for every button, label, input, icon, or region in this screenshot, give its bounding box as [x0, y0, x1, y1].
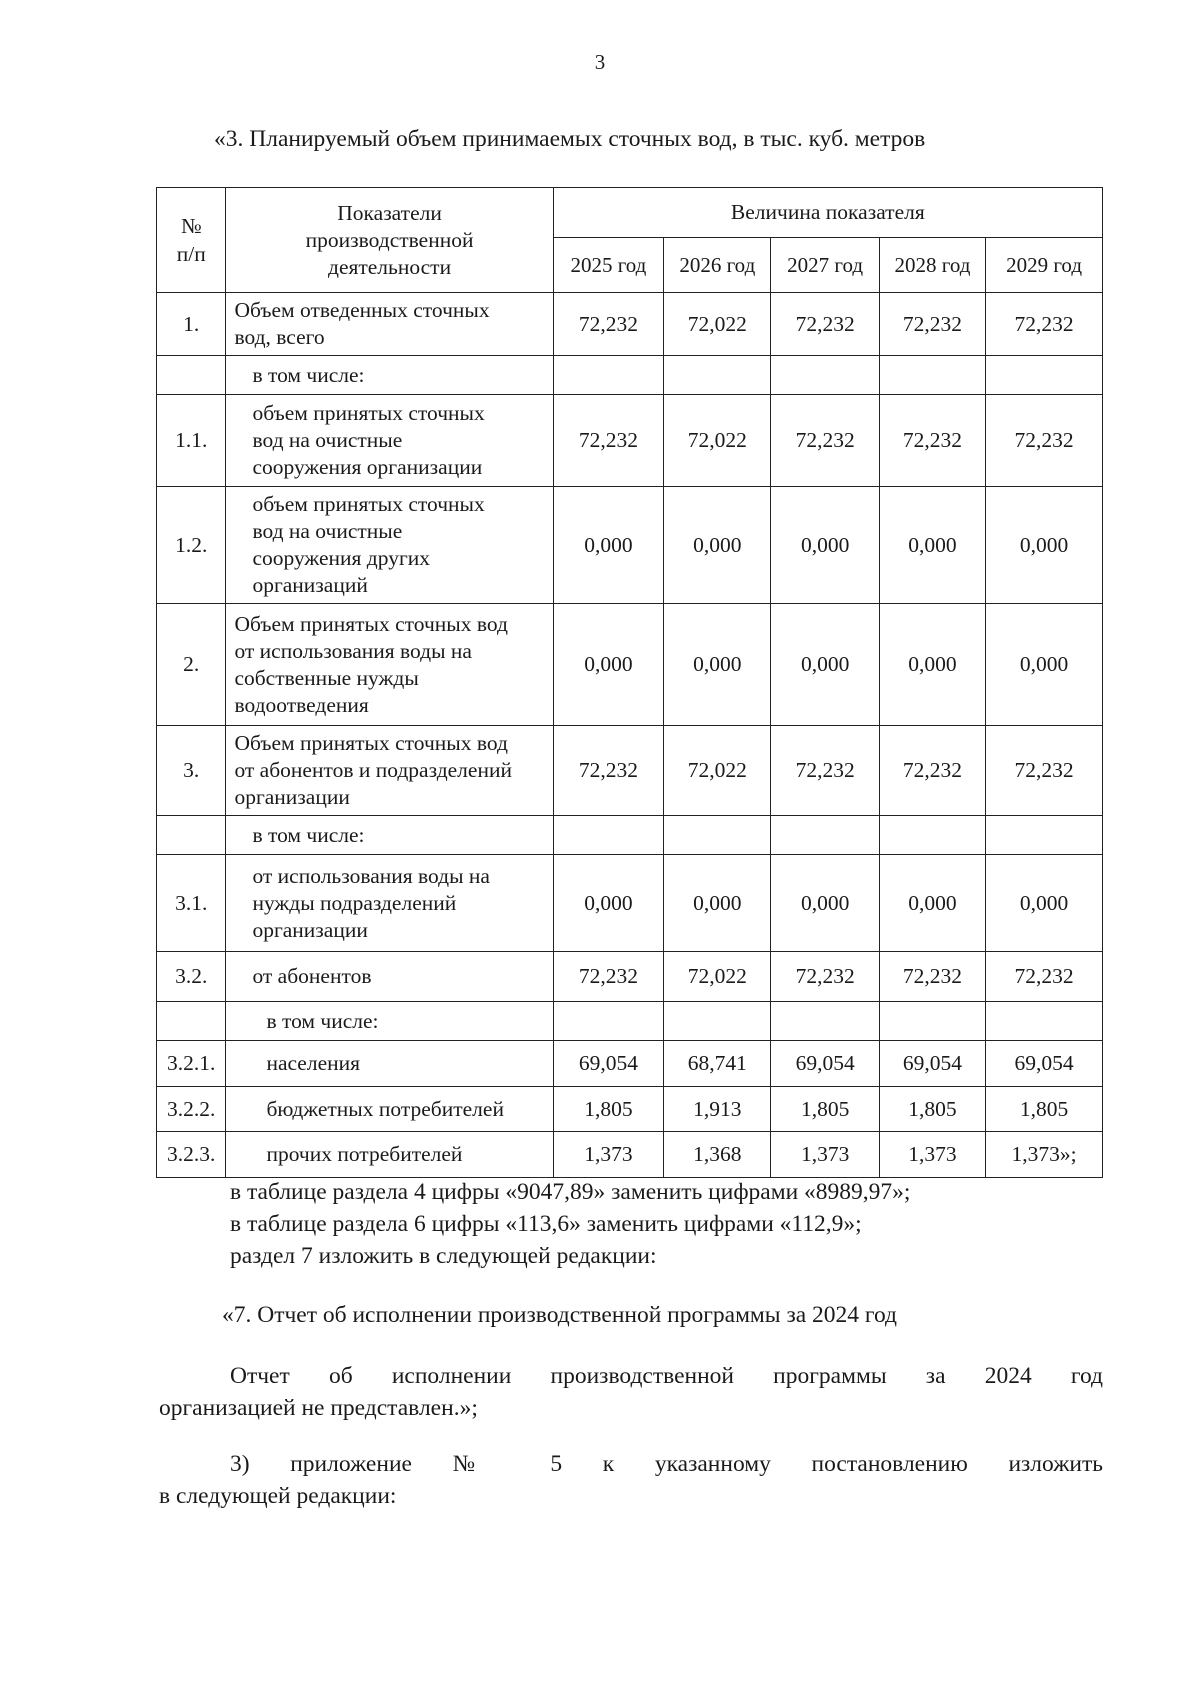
row-label: [226, 395, 553, 487]
section7-body-line-1: Отчет об исполнении производственной программы за 2024 год: [230, 1363, 1103, 1389]
value-cell: 68,741: [664, 1041, 771, 1087]
table-row: [157, 816, 1103, 855]
table-row: [157, 1002, 1103, 1041]
value-cell: [771, 816, 879, 855]
row-label-text: в том числе:: [266, 1008, 379, 1033]
value-cell: 0,000: [664, 604, 771, 726]
row-label-text: от использования воды на нужды подразделений организации: [252, 863, 490, 942]
value-cell: 0,000: [879, 604, 985, 726]
value-cell: 1,373: [879, 1132, 985, 1178]
value-cell: [664, 1002, 771, 1041]
value-cell: 0,000: [986, 487, 1103, 604]
table-row: [157, 395, 1103, 487]
table-row: [157, 604, 1103, 726]
row-number: 1.2.: [157, 487, 226, 604]
value-cell: [771, 356, 879, 395]
value-cell: 72,232: [553, 726, 663, 816]
value-cell: 72,022: [664, 952, 771, 1002]
value-cell: 1,805: [771, 1087, 879, 1132]
table-row: [157, 487, 1103, 604]
row-label: [226, 293, 553, 356]
value-cell: 0,000: [664, 487, 771, 604]
value-cell: 72,232: [771, 395, 879, 487]
table-row: [157, 1041, 1103, 1087]
row-number: [157, 1002, 226, 1041]
table-row: [157, 1087, 1103, 1132]
row-number: 3.: [157, 726, 226, 816]
value-cell: 72,232: [771, 293, 879, 356]
value-cell: 1,805: [879, 1087, 985, 1132]
value-cell: 1,373: [553, 1132, 663, 1178]
value-cell: 0,000: [771, 855, 879, 952]
row-number: 3.1.: [157, 855, 226, 952]
value-cell: 72,232: [553, 395, 663, 487]
table-row: [157, 855, 1103, 952]
item3-line-1: 3) приложение № 5 к указанному постановлению изложить: [230, 1451, 1103, 1477]
header-year: 2027 год: [771, 238, 879, 293]
value-cell: 0,000: [771, 604, 879, 726]
row-label-text: объем принятых сточных вод на очистные сооружения других организаций: [252, 492, 485, 597]
value-cell: [553, 356, 663, 395]
row-number: 1.1.: [157, 395, 226, 487]
value-cell: [986, 816, 1103, 855]
amendment-line-2: в таблице раздела 6 цифры «113,6» заменить цифрами «112,9»;: [230, 1211, 862, 1237]
row-number: 1.: [157, 293, 226, 356]
value-cell: [879, 356, 985, 395]
table-row: [157, 1132, 1103, 1178]
item3: [159, 1448, 1103, 1512]
table-row: [157, 356, 1103, 395]
value-cell: 72,232: [879, 293, 985, 356]
value-cell: 72,022: [664, 726, 771, 816]
header-indicator-label: Показатели производственной деятельности: [305, 200, 474, 279]
value-cell: 72,232: [879, 726, 985, 816]
header-year: 2029 год: [986, 238, 1103, 293]
amendment-line-3: раздел 7 изложить в следующей редакции:: [230, 1243, 657, 1269]
table-row: [157, 293, 1103, 356]
header-year: 2028 год: [879, 238, 985, 293]
row-label: [226, 356, 553, 395]
value-cell: 72,232: [986, 293, 1103, 356]
section7-title: «7. Отчет об исполнении производственной программы за 2024 год: [222, 1302, 898, 1328]
value-cell: 0,000: [879, 487, 985, 604]
value-cell: [986, 356, 1103, 395]
row-number: 3.2.3.: [157, 1132, 226, 1178]
value-cell: 72,232: [986, 395, 1103, 487]
value-cell: 1,368: [664, 1132, 771, 1178]
row-label: [226, 604, 553, 726]
value-cell: 72,232: [879, 395, 985, 487]
value-cell: 72,232: [771, 952, 879, 1002]
value-cell: 0,000: [553, 855, 663, 952]
value-cell: 72,232: [986, 952, 1103, 1002]
header-value-group: Величина показателя: [553, 188, 1102, 238]
value-cell: 72,232: [879, 952, 985, 1002]
row-label-text: бюджетных потребителей: [266, 1096, 504, 1121]
row-label: [226, 1132, 553, 1178]
header-year: 2025 год: [553, 238, 663, 293]
value-cell: 69,054: [553, 1041, 663, 1087]
table-row: [157, 726, 1103, 816]
value-cell: 1,805: [986, 1087, 1103, 1132]
value-cell: 0,000: [986, 855, 1103, 952]
value-cell: [879, 1002, 985, 1041]
row-label: [226, 1087, 553, 1132]
section7-body-line-2: организацией не представлен.»;: [159, 1395, 478, 1421]
value-cell: 0,000: [771, 487, 879, 604]
row-label: [226, 726, 553, 816]
item3-line-2: в следующей редакции:: [159, 1483, 397, 1509]
value-cell: 0,000: [664, 855, 771, 952]
row-label-text: Объем принятых сточных вод от абонентов и подразделений организации: [234, 731, 512, 809]
row-label: [226, 952, 553, 1002]
value-cell: [664, 816, 771, 855]
row-label-text: в том числе:: [252, 362, 365, 387]
wastewater-volume-table: [156, 187, 1103, 1178]
value-cell: 1,373: [771, 1132, 879, 1178]
section-title: «3. Планируемый объем принимаемых сточных вод, в тыс. куб. метров: [214, 126, 926, 152]
value-cell: 1,373»;: [986, 1132, 1103, 1178]
value-cell: 69,054: [986, 1041, 1103, 1087]
row-number: [157, 356, 226, 395]
value-cell: 72,022: [664, 293, 771, 356]
table-body: [157, 293, 1103, 1178]
value-cell: 72,232: [771, 726, 879, 816]
row-label: [226, 487, 553, 604]
row-label: [226, 855, 553, 952]
value-cell: 1,805: [553, 1087, 663, 1132]
page-number: 3: [594, 50, 606, 74]
value-cell: [879, 816, 985, 855]
value-cell: [771, 1002, 879, 1041]
amendment-line-1: в таблице раздела 4 цифры «9047,89» заменить цифрами «8989,97»;: [230, 1179, 911, 1205]
row-label: [226, 1041, 553, 1087]
value-cell: 72,232: [986, 726, 1103, 816]
row-label-text: прочих потребителей: [266, 1142, 463, 1166]
value-cell: [664, 356, 771, 395]
header-indicator: [226, 188, 553, 293]
row-label-text: от абонентов: [252, 964, 372, 988]
value-cell: 69,054: [771, 1041, 879, 1087]
row-label-text: населения: [266, 1051, 361, 1075]
value-cell: 72,022: [664, 395, 771, 487]
value-cell: 72,232: [553, 293, 663, 356]
header-year: 2026 год: [664, 238, 771, 293]
table-row: [157, 952, 1103, 1002]
header-num: [157, 188, 226, 293]
row-label-text: Объем отведенных сточных вод, всего: [234, 298, 490, 349]
row-label-text: Объем принятых сточных вод от использования воды на собственные нужды водоотведения: [234, 611, 508, 717]
value-cell: 69,054: [879, 1041, 985, 1087]
row-label-text: объем принятых сточных вод на очистные сооружения организации: [252, 401, 485, 479]
row-label: [226, 816, 553, 855]
value-cell: [553, 816, 663, 855]
value-cell: [553, 1002, 663, 1041]
row-number: 2.: [157, 604, 226, 726]
row-number: 3.2.1.: [157, 1041, 226, 1087]
value-cell: 1,913: [664, 1087, 771, 1132]
row-number: 3.2.2.: [157, 1087, 226, 1132]
value-cell: [986, 1002, 1103, 1041]
table-header-row-1: [157, 188, 1103, 238]
row-label-text: в том числе:: [252, 822, 365, 847]
value-cell: 0,000: [553, 604, 663, 726]
row-number: [157, 816, 226, 855]
section7-body: [159, 1360, 1103, 1424]
header-num-label: № п/п: [176, 214, 206, 266]
value-cell: 0,000: [986, 604, 1103, 726]
value-cell: 0,000: [553, 487, 663, 604]
row-number: 3.2.: [157, 952, 226, 1002]
row-label: [226, 1002, 553, 1041]
value-cell: 72,232: [553, 952, 663, 1002]
value-cell: 0,000: [879, 855, 985, 952]
